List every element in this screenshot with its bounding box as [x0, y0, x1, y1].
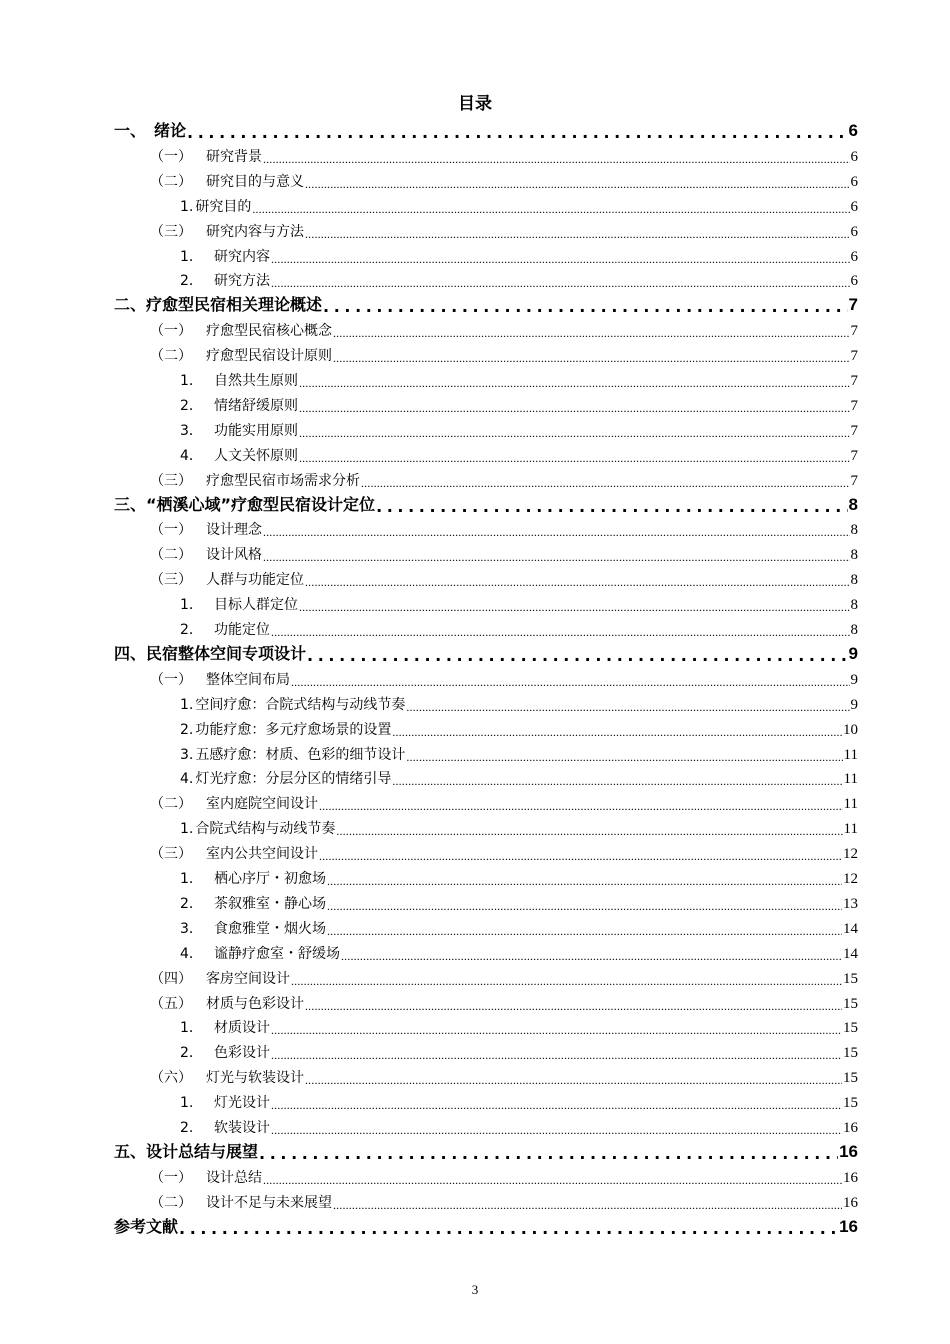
toc-entry-text: 疗愈型民宿市场需求分析 [206, 472, 360, 489]
toc-dot-leader [336, 823, 842, 839]
toc-dot-leader [263, 1172, 842, 1188]
toc-entry-page: 9 [850, 696, 858, 713]
toc-entry-label [150, 1168, 262, 1188]
toc-entry-level-3[interactable] [0, 939, 950, 964]
toc-entry-label [180, 271, 270, 291]
toc-entry-label [180, 695, 405, 715]
toc-entry-number: （一） [150, 522, 192, 539]
toc-entry-level-3[interactable] [0, 715, 950, 740]
toc-entry-level-1[interactable] [0, 117, 950, 142]
toc-entry-label [180, 247, 270, 267]
toc-dot-leader [299, 450, 850, 466]
toc-entry-number: （二） [150, 348, 192, 365]
toc-entry-number: 1. [180, 696, 194, 713]
toc-entry-page: 7 [850, 397, 858, 414]
toc-entry-text: 疗愈型民宿设计原则 [206, 348, 332, 365]
toc-entry-text: 功能疗愈：多元疗愈场景的设置 [195, 721, 392, 738]
toc-entry-number: （六） [150, 1070, 192, 1087]
toc-entry-level-3[interactable] [0, 740, 950, 765]
toc-entry-level-3[interactable] [0, 615, 950, 640]
toc-entry-number: 2. [180, 721, 194, 738]
toc-entry-level-3[interactable] [0, 416, 950, 441]
toc-dot-leader [305, 1072, 842, 1088]
toc-dot-leader [333, 350, 850, 366]
toc-entry-level-3[interactable] [0, 690, 950, 715]
toc-entry-label [180, 720, 391, 740]
toc-entry-label [150, 147, 262, 167]
toc-entry-label [150, 471, 360, 491]
toc-entry-level-2[interactable] [0, 466, 950, 491]
toc-entry-number: （二） [150, 173, 192, 190]
toc-entry-page: 15 [843, 1045, 858, 1062]
toc-entry-page: 7 [850, 422, 858, 439]
toc-dot-leader [333, 325, 850, 341]
toc-entry-number: 一、 [114, 121, 139, 140]
toc-entry-label [180, 421, 298, 441]
toc-entry-text: 空间疗愈：合院式结构与动线节奏 [195, 696, 406, 713]
toc-entry-label [180, 1118, 270, 1138]
toc-entry-page: 12 [843, 846, 858, 863]
toc-entry-level-2[interactable] [0, 142, 950, 167]
toc-dot-leader [341, 948, 842, 964]
toc-entry-text: 设计理念 [206, 522, 262, 539]
toc-entry-page: 16 [839, 1216, 858, 1236]
toc-entry-page: 10 [843, 721, 858, 738]
toc-entry-level-3[interactable] [0, 441, 950, 466]
toc-dot-leader [392, 773, 842, 789]
toc-entry-level-2[interactable] [0, 1188, 950, 1213]
toc-entry-label [180, 919, 326, 939]
toc-entry-text: 民宿整体空间专项设计 [146, 643, 307, 663]
toc-entry-number: 3． [180, 920, 203, 937]
toc-entry-number: 2. [180, 1120, 194, 1136]
toc-entry-label [150, 969, 290, 989]
toc-entry-label [180, 944, 340, 964]
toc-entry-text: 软装设计 [214, 1120, 270, 1136]
toc-dot-leader [291, 674, 850, 690]
toc-dot-leader [271, 1047, 842, 1063]
toc-dot-leader [305, 176, 850, 192]
toc-entry-text: 合院式结构与动线节奏 [195, 821, 336, 838]
toc-entry-text: 自然共生原则 [214, 373, 298, 389]
toc-entry-text: 整体空间布局 [206, 671, 290, 688]
toc-entry-page: 14 [843, 920, 858, 937]
toc-entry-label [150, 1068, 304, 1088]
toc-entry-label [150, 670, 290, 690]
toc-dot-leader [252, 201, 849, 217]
toc-entry-label [180, 1093, 270, 1113]
toc-entry-number: 1． [180, 1020, 203, 1037]
toc-entry-label [150, 570, 304, 590]
toc-dot-leader [327, 898, 842, 914]
toc-entry-label [150, 321, 332, 341]
toc-entry-page: 9 [850, 671, 858, 688]
toc-entry-level-2[interactable] [0, 964, 950, 989]
toc-dot-leader [271, 624, 850, 640]
toc-entry-level-3[interactable] [0, 764, 950, 789]
toc-dot-leader [179, 1220, 838, 1238]
toc-dot-leader [271, 1122, 842, 1138]
toc-entry-number: 2． [180, 273, 203, 290]
toc-entry-number: （三） [150, 572, 192, 589]
toc-entry-label [150, 994, 304, 1014]
toc-entry-level-1[interactable] [0, 291, 950, 316]
toc-dot-leader [319, 798, 843, 814]
toc-entry-label [180, 769, 391, 789]
toc-entry-label [114, 643, 306, 665]
toc-entry-text: 情绪舒缓原则 [214, 397, 298, 414]
page-number: 3 [471, 1282, 479, 1297]
toc-entry-level-2[interactable] [0, 217, 950, 242]
toc-entry-text: 研究方法 [214, 273, 270, 290]
toc-entry-number: 1． [180, 373, 203, 389]
toc-dot-leader [323, 298, 848, 316]
toc-entry-label [150, 346, 332, 366]
toc-dot-leader [271, 251, 850, 267]
toc-entry-page: 12 [843, 871, 858, 887]
toc-entry-text: 研究目的与意义 [206, 173, 304, 190]
toc-entry-number: （一） [150, 1169, 192, 1186]
toc-entry-label [180, 894, 326, 914]
toc-entry-label [180, 371, 298, 391]
toc-dot-leader [299, 375, 850, 391]
toc-entry-level-2[interactable] [0, 1163, 950, 1188]
toc-entry-page: 16 [839, 1141, 858, 1161]
toc-entry-level-3[interactable] [0, 814, 950, 839]
toc-dot-leader [376, 498, 847, 516]
toc-entry-label [180, 819, 335, 839]
toc-entry-level-1[interactable] [0, 1213, 950, 1238]
toc-dot-leader [307, 647, 848, 665]
toc-entry-level-1[interactable] [0, 640, 950, 665]
toc-dot-leader [406, 749, 842, 765]
toc-entry-page: 15 [843, 995, 858, 1012]
toc-entry-number: （一） [150, 148, 192, 165]
toc-entry-label [150, 794, 318, 814]
toc-entry-number: 二、 [114, 295, 147, 315]
toc-entry-text: 设计总结与展望 [146, 1141, 259, 1161]
toc-entry-level-1[interactable] [0, 1138, 950, 1163]
toc-entry-text: 食愈雅堂・烟火场 [214, 920, 326, 937]
toc-entry-number: 2． [180, 895, 203, 912]
toc-entry-number: 1． [180, 597, 203, 614]
toc-entry-level-2[interactable] [0, 989, 950, 1014]
toc-entry-level-2[interactable] [0, 540, 950, 565]
toc-entry-page: 16 [843, 1120, 858, 1136]
toc-dot-leader [327, 923, 842, 939]
toc-dot-leader [299, 425, 850, 441]
toc-dot-leader [361, 475, 850, 491]
toc-entry-page: 7 [850, 373, 858, 389]
toc-entry-number: 1． [180, 248, 203, 265]
toc-entry-number: 1. [180, 198, 194, 215]
toc-entry-page: 15 [843, 1070, 858, 1087]
toc-entry-text: 材质与色彩设计 [206, 995, 304, 1012]
toc-entry-text: 人群与功能定位 [206, 572, 304, 589]
toc-entry-level-3[interactable] [0, 266, 950, 291]
toc-entry-level-3[interactable] [0, 242, 950, 267]
toc-entry-page: 8 [850, 597, 858, 614]
toc-entry-number: 3. [180, 746, 194, 763]
toc-entry-text: 室内公共空间设计 [206, 846, 318, 863]
toc-entry-label [150, 222, 304, 242]
toc-entry-text: 灯光与软装设计 [206, 1070, 304, 1087]
toc-entry-number: （二） [150, 796, 192, 813]
toc-entry-number: 3． [180, 422, 203, 439]
toc-entry-page: 8 [850, 547, 858, 564]
toc-entry-label [180, 396, 298, 416]
toc-entry-level-2[interactable] [0, 316, 950, 341]
toc-entry-text: 人文关怀原则 [214, 447, 298, 464]
toc-entry-page: 7 [850, 472, 858, 489]
toc-entry-page: 7 [850, 348, 858, 365]
toc-entry-level-2[interactable] [0, 839, 950, 864]
toc-entry-text: 设计风格 [206, 547, 262, 564]
toc-entry-page: 11 [843, 796, 858, 813]
toc-entry-number: （一） [150, 323, 192, 340]
toc-entry-text: 栖心序厅・初愈场 [214, 871, 326, 887]
toc-entry-number: 五、 [114, 1141, 147, 1161]
toc-title: 目录 [458, 94, 492, 114]
toc-entry-page: 6 [850, 198, 858, 215]
toc-entry-level-1[interactable] [0, 491, 950, 516]
toc-entry-label [150, 520, 262, 540]
toc-entry-label [114, 494, 375, 516]
toc-entry-label [150, 172, 304, 192]
toc-entry-label [114, 1141, 258, 1163]
toc-dot-leader [271, 1097, 842, 1113]
toc-entry-label [180, 197, 251, 217]
toc-dot-leader [271, 1022, 842, 1038]
toc-dot-leader [305, 574, 850, 590]
toc-entry-level-3[interactable] [0, 391, 950, 416]
toc-entry-level-3[interactable] [0, 914, 950, 939]
toc-entry-number: 4． [180, 945, 203, 962]
toc-entry-text: 目标人群定位 [214, 597, 298, 614]
toc-entry-level-3[interactable] [0, 1013, 950, 1038]
toc-dot-leader [299, 400, 850, 416]
toc-entry-page: 6 [848, 121, 858, 140]
toc-dot-leader [259, 1145, 838, 1163]
toc-entry-text: 茶叙雅室・静心场 [214, 895, 326, 912]
toc-entry-page: 15 [843, 1020, 858, 1037]
toc-entry-page: 14 [843, 945, 858, 962]
toc-entry-page: 6 [850, 273, 858, 290]
toc-entry-number: 4. [180, 771, 194, 788]
toc-dot-leader [333, 1197, 842, 1213]
toc-entry-text: 功能定位 [214, 622, 270, 638]
toc-entry-page: 7 [848, 295, 858, 315]
toc-entry-text: 谧静疗愈室・舒缓场 [214, 945, 340, 962]
toc-entry-number: 四、 [114, 643, 147, 663]
toc-dot-leader [299, 599, 850, 615]
toc-entry-level-3[interactable] [0, 366, 950, 391]
toc-dot-leader [263, 549, 850, 565]
toc-dot-leader [327, 873, 842, 889]
toc-entry-text: 材质设计 [214, 1020, 270, 1037]
toc-entry-page: 6 [850, 148, 858, 165]
toc-entry-text: 五感疗愈：材质、色彩的细节设计 [195, 746, 406, 763]
toc-entry-level-2[interactable] [0, 1063, 950, 1088]
toc-entry-text: 设计不足与未来展望 [206, 1194, 332, 1211]
toc-entry-text: 灯光疗愈：分层分区的情绪引导 [195, 771, 392, 788]
toc-entry-page: 6 [850, 248, 858, 265]
toc-entry-label [180, 446, 298, 466]
toc-entry-text: 疗愈型民宿相关理论概述 [146, 295, 323, 315]
toc-entry-number: （三） [150, 846, 192, 863]
toc-entry-page: 11 [843, 746, 858, 763]
toc-entry-label [180, 595, 298, 615]
toc-entry-level-2[interactable] [0, 515, 950, 540]
toc-dot-leader [271, 275, 850, 291]
toc-dot-leader [305, 998, 842, 1014]
toc-entry-level-3[interactable] [0, 590, 950, 615]
toc-entry-label [114, 294, 322, 316]
toc-entry-number: （四） [150, 970, 192, 987]
toc-entry-page: 15 [843, 970, 858, 987]
toc-entry-text: 参考文献 [114, 1216, 179, 1236]
toc-entry-label [180, 1043, 270, 1063]
toc-entry-page: 13 [843, 895, 858, 912]
toc-entry-text: 绪论 [138, 121, 187, 140]
toc-entry-page: 7 [850, 447, 858, 464]
toc-entry-level-2[interactable] [0, 565, 950, 590]
toc-entry-label [150, 1193, 332, 1213]
toc-dot-leader [406, 699, 849, 715]
toc-entry-text: 研究目的 [195, 198, 252, 215]
toc-entry-page: 16 [843, 1194, 858, 1211]
toc-entry-level-3[interactable] [0, 192, 950, 217]
toc-entry-page: 15 [843, 1095, 858, 1112]
toc-entry-text: 研究背景 [206, 148, 262, 165]
toc-dot-leader [291, 973, 842, 989]
toc-entry-text: 室内庭院空间设计 [206, 796, 318, 813]
toc-entry-page: 6 [850, 223, 858, 240]
toc-entry-level-3[interactable] [0, 1088, 950, 1113]
toc-entry-label [114, 120, 186, 142]
toc-entry-label [114, 1216, 178, 1238]
toc-dot-leader [263, 151, 850, 167]
toc-entry-label [180, 869, 326, 889]
toc-entry-page: 8 [850, 622, 858, 638]
toc-entry-label [150, 545, 262, 565]
toc-entry-label [150, 844, 318, 864]
toc-entry-page: 8 [848, 494, 858, 514]
toc-entry-text: 灯光设计 [214, 1095, 270, 1112]
toc-entry-page: 7 [850, 323, 858, 340]
toc-dot-leader [187, 124, 848, 142]
toc-dot-leader [319, 848, 842, 864]
toc-entry-level-2[interactable] [0, 789, 950, 814]
toc-entry-level-2[interactable] [0, 665, 950, 690]
toc-entry-text: 设计总结 [206, 1169, 262, 1186]
toc-entry-page: 8 [850, 572, 858, 589]
toc-entry-text: 研究内容与方法 [206, 223, 304, 240]
toc-entry-label [180, 1018, 270, 1038]
toc-entry-level-3[interactable] [0, 1113, 950, 1138]
toc-entry-number: 1. [180, 821, 194, 838]
toc-entry-number: 2． [180, 397, 203, 414]
toc-entry-text: 研究内容 [214, 248, 270, 265]
toc-entry-text: 功能实用原则 [214, 422, 298, 439]
toc-entry-number: （三） [150, 223, 192, 240]
toc-entry-level-2[interactable] [0, 167, 950, 192]
toc-entry-number: （一） [150, 671, 192, 688]
toc-entry-number: 1． [180, 871, 203, 887]
toc-entry-text: 疗愈型民宿核心概念 [206, 323, 332, 340]
toc-entry-number: （三） [150, 472, 192, 489]
toc-entry-label [180, 745, 405, 765]
toc-entry-page: 9 [848, 643, 858, 663]
toc-entry-level-3[interactable] [0, 864, 950, 889]
toc-entry-number: 4． [180, 447, 203, 464]
toc-entry-level-2[interactable] [0, 341, 950, 366]
toc-entry-number: （二） [150, 1194, 192, 1211]
toc-entry-level-3[interactable] [0, 1038, 950, 1063]
toc-entry-number: 2． [180, 622, 203, 638]
toc-entry-page: 11 [843, 821, 858, 838]
toc-entry-page: 6 [850, 173, 858, 190]
toc-entry-page: 16 [843, 1169, 858, 1186]
toc-dot-leader [392, 724, 842, 740]
toc-entry-level-3[interactable] [0, 889, 950, 914]
toc-entry-number: 2． [180, 1045, 203, 1062]
toc-entry-number: 1. [180, 1095, 194, 1112]
toc-entry-text: 客房空间设计 [206, 970, 290, 987]
toc-dot-leader [263, 524, 850, 540]
toc-entry-text: 色彩设计 [214, 1045, 270, 1062]
toc-dot-leader [305, 226, 850, 242]
toc-entry-page: 8 [850, 522, 858, 539]
toc-entry-page: 11 [843, 771, 858, 788]
toc-entry-number: 三、 [114, 494, 147, 514]
toc-entry-number: （五） [150, 995, 192, 1012]
toc-entry-text: “栖溪心域”疗愈型民宿设计定位 [146, 494, 376, 514]
toc-entry-label [180, 620, 270, 640]
toc-entry-number: （二） [150, 547, 192, 564]
